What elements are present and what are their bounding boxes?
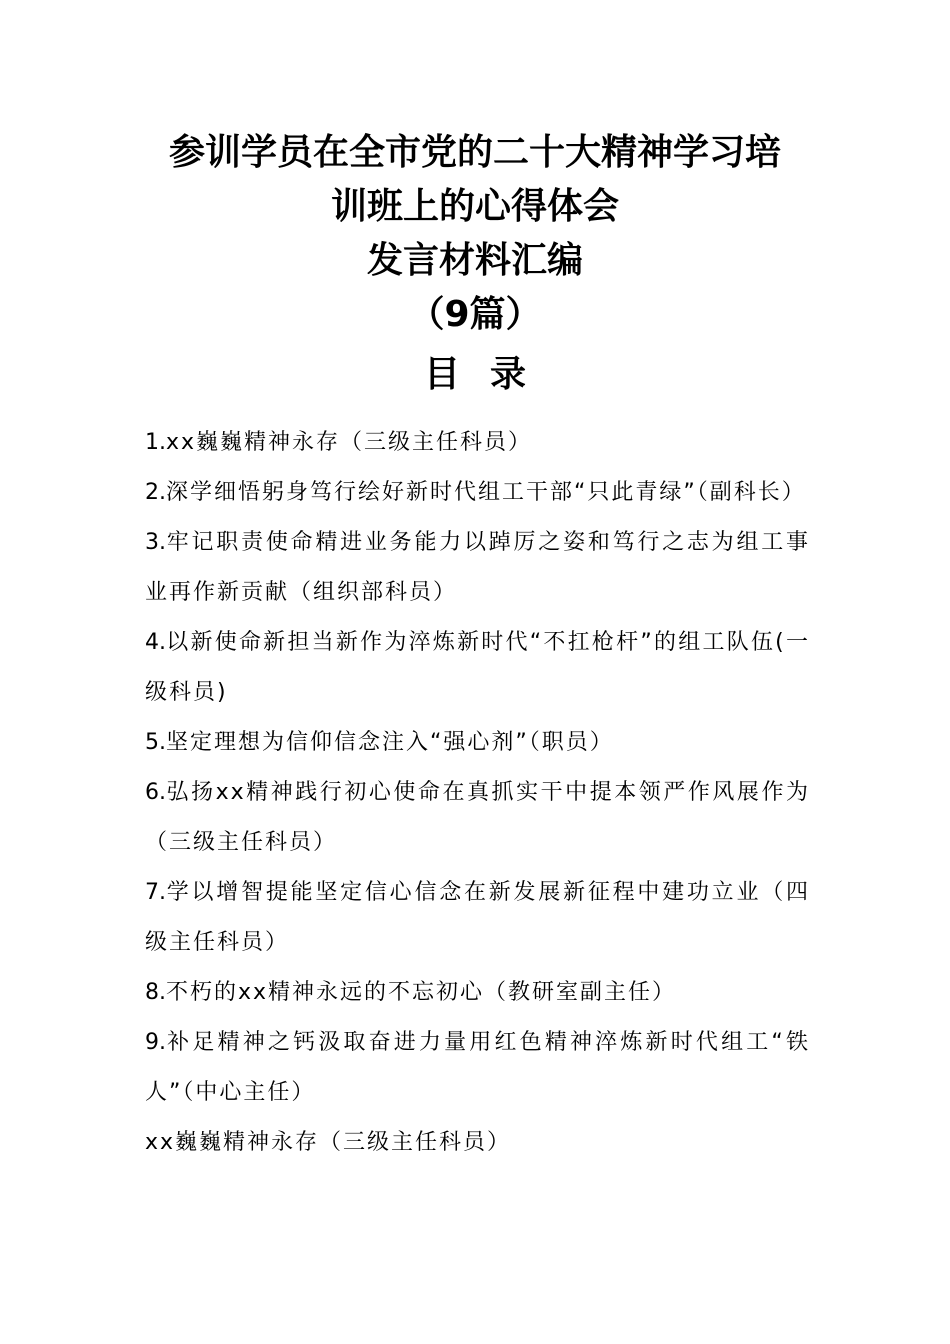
toc-item-text: 补足精神之钙汲取奋进力量用红色精神淬炼新时代组工“铁人”（中心主任）	[145, 1030, 810, 1105]
toc-item-number: 1.	[145, 430, 166, 455]
first-article-title: xx巍巍精神永存（三级主任科员）	[145, 1130, 512, 1155]
title-line-1: 参训学员在全市党的二十大精神学习培	[168, 132, 781, 173]
toc-item-text: 深学细悟躬身笃行绘好新时代组工干部“只此青绿”（副科长）	[166, 480, 806, 505]
toc-item-number: 4.	[145, 630, 166, 655]
toc-item-text: xx巍巍精神永存（三级主任科员）	[166, 430, 533, 455]
toc-item-4	[145, 618, 810, 718]
toc-item-text: 坚定理想为信仰信念注入“强心剂”（职员）	[166, 730, 614, 755]
toc-item-text: 以新使命新担当新作为淬炼新时代“不扛枪杆”的组工队伍(一级科员)	[145, 630, 810, 705]
toc-heading: 目录	[423, 354, 556, 395]
toc-item-number: 6.	[145, 780, 166, 805]
toc-item-7	[145, 868, 810, 968]
toc-item-number: 3.	[145, 530, 166, 555]
toc-item-text: 学以增智提能坚定信心信念在新发展新征程中建功立业（四级主任科员）	[145, 880, 810, 955]
toc-item-3	[145, 518, 810, 618]
toc-item-6	[145, 768, 810, 868]
toc-item-number: 5.	[145, 730, 166, 755]
toc-item-9	[145, 1018, 810, 1118]
toc-item-number: 8.	[145, 980, 166, 1005]
toc-item-number: 2.	[145, 480, 166, 505]
toc-item-text: 牢记职责使命精进业务能力以踔厉之姿和笃行之志为组工事业再作新贡献（组织部科员）	[145, 530, 810, 605]
document-title	[0, 126, 950, 342]
toc-item-8	[145, 968, 810, 1018]
title-line-3: 发言材料汇编	[366, 240, 583, 281]
toc-item-2	[145, 468, 810, 518]
title-line-2: 训班上的心得体会	[330, 186, 619, 227]
title-line-4: （9篇）	[408, 294, 542, 335]
toc-item-number: 9.	[145, 1030, 166, 1055]
toc-item-number: 7.	[145, 880, 166, 905]
toc-item-text: 不朽的xx精神永远的不忘初心（教研室副主任）	[166, 980, 677, 1005]
toc-item-5	[145, 718, 810, 768]
table-of-contents	[145, 418, 810, 1168]
toc-item-1	[145, 418, 810, 468]
toc-item-text: 弘扬xx精神践行初心使命在真抓实干中提本领严作风展作为（三级主任科员）	[145, 780, 810, 855]
